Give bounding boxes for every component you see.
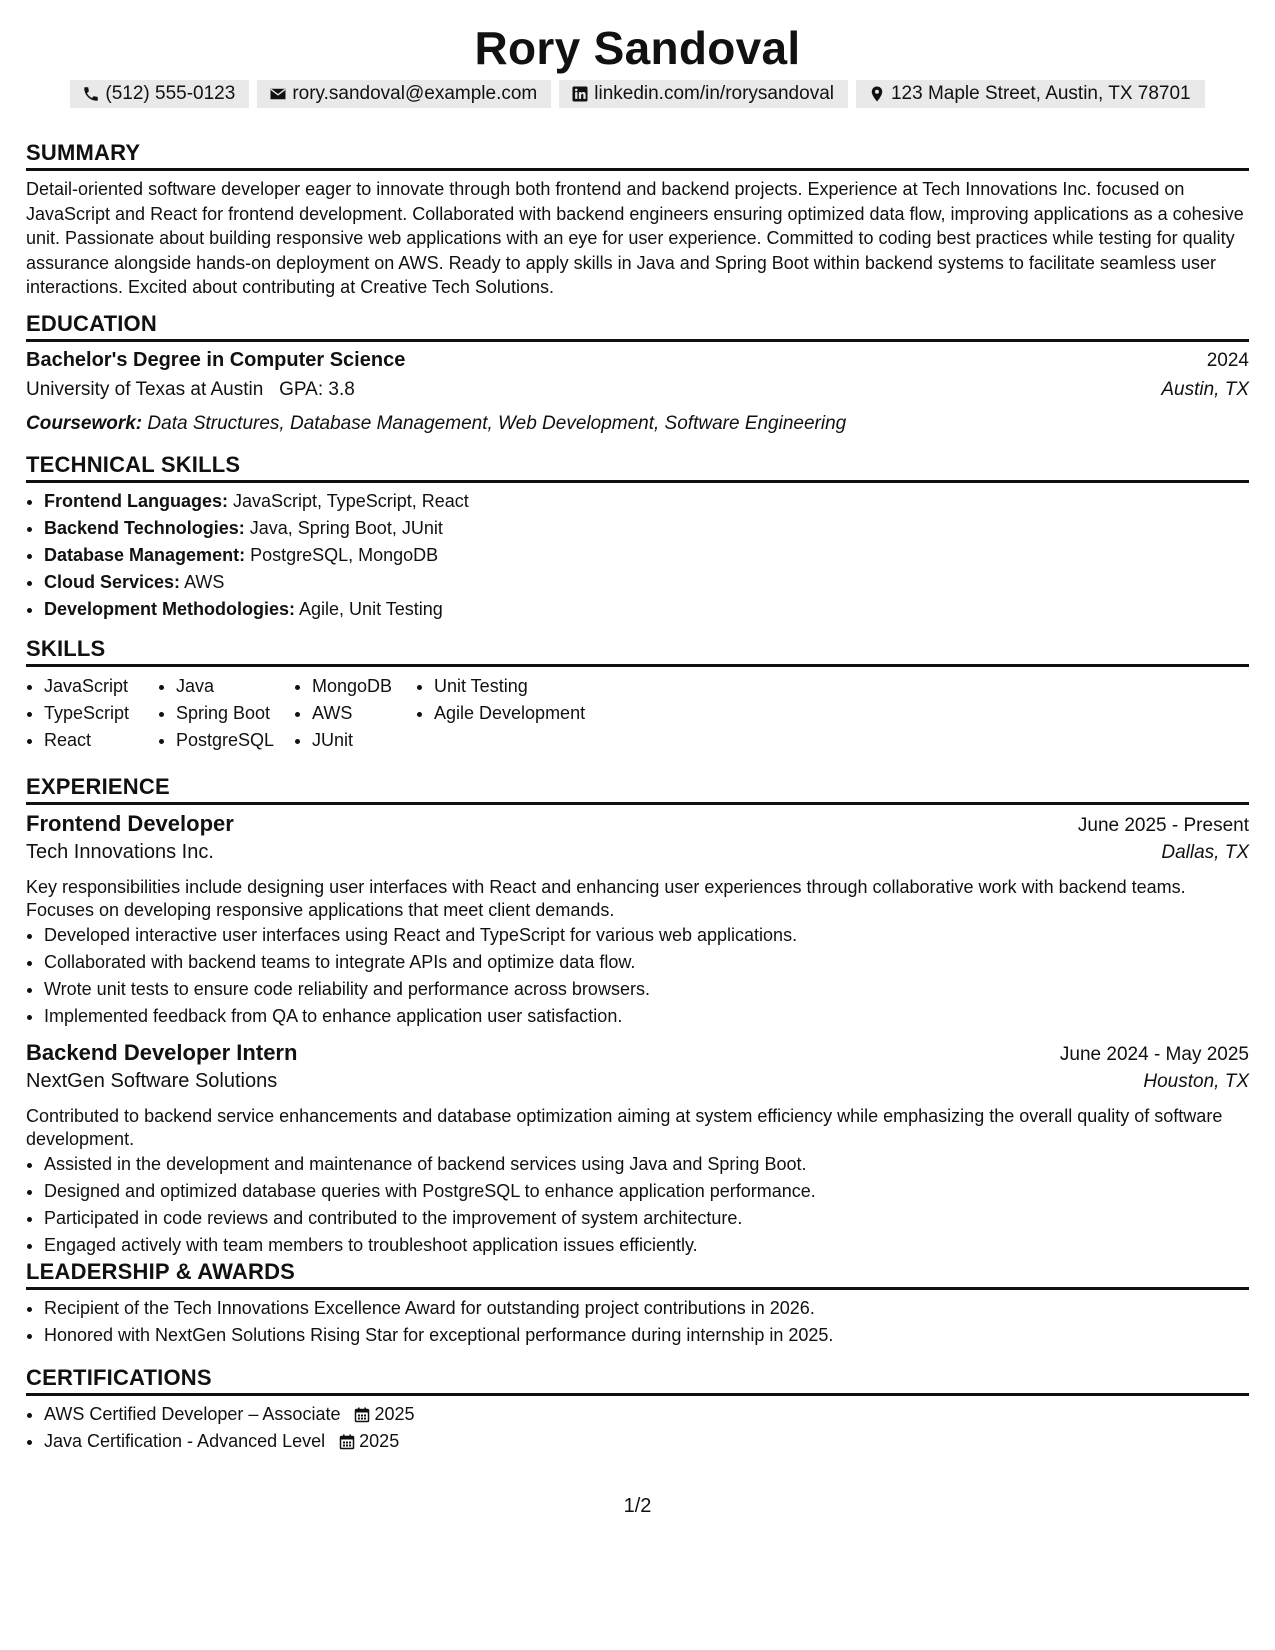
section-title: LEADERSHIP & AWARDS bbox=[26, 1257, 1249, 1290]
contact-bar bbox=[26, 80, 1249, 108]
job-location: Houston, TX bbox=[1143, 1071, 1249, 1092]
school-info bbox=[26, 379, 355, 401]
certification bbox=[44, 1401, 415, 1428]
list-item: • PostgreSQL bbox=[176, 727, 294, 754]
certification-name: • Java Certification - Advanced Level bbox=[44, 1431, 326, 1451]
list-item: • Participated in code reviews and contributed to the improvement of system architecture. bbox=[44, 1205, 1249, 1232]
envelope-icon bbox=[269, 85, 287, 103]
list-item bbox=[44, 596, 1249, 623]
section-title: TECHNICAL SKILLS bbox=[26, 450, 1249, 483]
skills-section bbox=[26, 634, 1249, 754]
job-description: Contributed to backend service enhancements and database optimization aiming at system efficiency while emphasizing the overall quality of software development. bbox=[26, 1106, 1223, 1149]
awards-list bbox=[26, 1295, 1249, 1349]
summary-text: Detail-oriented software developer eager to innovate through both frontend and backend projects. Experience at Tech Innovations Inc. focused on JavaScript and React for frontend development. Collaborated with backend engineers ensuring optimized data flow, improving applications as a cohesive unit. Passionate about building responsive web applications with an eye for user experience. Committed to coding best practices while testing for quality assurance alongside hands-on deployment on AWS. Ready to apply skills in Java and Spring Boot within backend systems to facilitate seamless user interactions. Excited about contributing at Creative Tech Solutions. bbox=[26, 179, 1244, 297]
contact-linkedin[interactable] bbox=[559, 80, 848, 108]
list-item: • JUnit bbox=[312, 727, 416, 754]
list-item bbox=[44, 515, 1249, 542]
skills-column bbox=[26, 673, 158, 754]
list-item: • Engaged actively with team members to troubleshoot application issues efficiently. bbox=[44, 1232, 1249, 1259]
education-section bbox=[26, 309, 1249, 439]
section-title: CERTIFICATIONS bbox=[26, 1363, 1249, 1396]
job-entry bbox=[26, 811, 1249, 1030]
list-item: • Wrote unit tests to ensure code reliability and performance across browsers. bbox=[44, 976, 1249, 1003]
skill-category: Development Methodologies: bbox=[44, 599, 296, 619]
list-item: • JavaScript bbox=[44, 673, 158, 700]
certification-year: 2025 bbox=[359, 1431, 400, 1451]
job-header bbox=[26, 811, 1249, 841]
certification bbox=[44, 1428, 399, 1455]
coursework-list: Data Structures, Database Management, Web Development, Software Engineering bbox=[147, 413, 847, 434]
skill-category: Backend Technologies: bbox=[44, 518, 245, 538]
coursework-label: Coursework: bbox=[26, 413, 143, 434]
skills-column bbox=[158, 673, 294, 754]
job-description: Key responsibilities include designing user interfaces with React and enhancing user experiences through collaborative work with backend teams. Focuses on developing responsive applications that meet client demands. bbox=[26, 877, 1186, 920]
list-item: • Developed interactive user interfaces using React and TypeScript for various web applications. bbox=[44, 922, 1249, 949]
job-dates: June 2024 - May 2025 bbox=[1059, 1044, 1249, 1065]
list-item: • Agile Development bbox=[434, 700, 634, 727]
certifications-section bbox=[26, 1363, 1249, 1455]
list-item: • TypeScript bbox=[44, 700, 158, 727]
contact-phone[interactable] bbox=[70, 80, 249, 108]
experience-section bbox=[26, 772, 1249, 1259]
list-item: • Honored with NextGen Solutions Rising Star for exceptional performance during internship in 2025. bbox=[44, 1322, 1249, 1349]
list-item: • Implemented feedback from QA to enhance application user satisfaction. bbox=[44, 1003, 1249, 1030]
job-company-row bbox=[26, 1070, 1249, 1102]
coursework-row bbox=[26, 409, 1249, 439]
school-name: University of Texas at Austin bbox=[26, 379, 264, 400]
contact-address bbox=[856, 80, 1205, 108]
skill-category: Database Management: bbox=[44, 545, 246, 565]
list-item bbox=[44, 488, 1249, 515]
skill-values: PostgreSQL, MongoDB bbox=[250, 545, 439, 565]
job-bullets bbox=[26, 922, 1249, 1030]
list-item: • MongoDB bbox=[312, 673, 416, 700]
map-pin-icon bbox=[868, 85, 886, 103]
degree-name: Bachelor's Degree in Computer Science bbox=[26, 349, 406, 371]
skills-column bbox=[416, 673, 634, 754]
company-name: Tech Innovations Inc. bbox=[26, 841, 214, 863]
address-text: 123 Maple Street, Austin, TX 78701 bbox=[890, 83, 1191, 104]
calendar-icon bbox=[354, 1407, 370, 1423]
job-company-row bbox=[26, 841, 1249, 873]
job-title: Backend Developer Intern bbox=[26, 1040, 298, 1065]
school-row bbox=[26, 379, 1249, 409]
linkedin-text: linkedin.com/in/rorysandoval bbox=[594, 83, 834, 104]
company-name: NextGen Software Solutions bbox=[26, 1070, 278, 1092]
skill-values: Java, Spring Boot, JUnit bbox=[249, 518, 443, 538]
awards-section bbox=[26, 1257, 1249, 1349]
list-item: • Recipient of the Tech Innovations Excellence Award for outstanding project contributions in 2026. bbox=[44, 1295, 1249, 1322]
degree-row bbox=[26, 349, 1249, 379]
job-entry bbox=[26, 1040, 1249, 1259]
technical-skills-list bbox=[26, 488, 1249, 623]
section-title: SKILLS bbox=[26, 634, 1249, 667]
list-item: • Assisted in the development and maintenance of backend services using Java and Spring Boot. bbox=[44, 1151, 1249, 1178]
list-item: • Designed and optimized database queries with PostgreSQL to enhance application performance. bbox=[44, 1178, 1249, 1205]
candidate-name: Rory Sandoval bbox=[474, 22, 801, 74]
skills-column bbox=[294, 673, 416, 754]
summary-section bbox=[26, 138, 1249, 300]
school-location: Austin, TX bbox=[1161, 379, 1249, 400]
section-title: EXPERIENCE bbox=[26, 772, 1249, 805]
page-number: 1/2 bbox=[623, 1495, 652, 1517]
list-item: • Java bbox=[176, 673, 294, 700]
list-item bbox=[44, 569, 1249, 596]
list-item: • Collaborated with backend teams to integrate APIs and optimize data flow. bbox=[44, 949, 1249, 976]
skill-category: Frontend Languages: bbox=[44, 491, 228, 511]
list-item: • React bbox=[44, 727, 158, 754]
email-text: rory.sandoval@example.com bbox=[292, 83, 538, 104]
section-title: SUMMARY bbox=[26, 138, 1249, 171]
job-title: Frontend Developer bbox=[26, 811, 234, 836]
skill-values: Agile, Unit Testing bbox=[299, 599, 443, 619]
gpa: GPA: 3.8 bbox=[279, 379, 355, 400]
section-title: EDUCATION bbox=[26, 309, 1249, 342]
list-item: • AWS bbox=[312, 700, 416, 727]
certifications-list bbox=[26, 1401, 1249, 1455]
list-item bbox=[44, 542, 1249, 569]
skill-values: JavaScript, TypeScript, React bbox=[233, 491, 469, 511]
skills-grid bbox=[26, 673, 1249, 754]
contact-email[interactable] bbox=[257, 80, 551, 108]
technical-skills-section bbox=[26, 450, 1249, 623]
list-item: • Spring Boot bbox=[176, 700, 294, 727]
graduation-year: 2024 bbox=[1206, 350, 1249, 371]
job-header bbox=[26, 1040, 1249, 1070]
linkedin-icon bbox=[571, 85, 589, 103]
phone-text: (512) 555-0123 bbox=[105, 83, 236, 104]
certification-name: • AWS Certified Developer – Associate bbox=[44, 1404, 341, 1424]
list-item: • Unit Testing bbox=[434, 673, 634, 700]
skill-category: Cloud Services: bbox=[44, 572, 181, 592]
job-location: Dallas, TX bbox=[1161, 842, 1249, 863]
skill-values: AWS bbox=[184, 572, 225, 592]
resume-page bbox=[26, 0, 1249, 1451]
list-item bbox=[44, 1401, 1249, 1428]
certification-year: 2025 bbox=[374, 1404, 415, 1424]
list-item bbox=[44, 1428, 1249, 1455]
phone-icon bbox=[82, 85, 100, 103]
job-dates: June 2025 - Present bbox=[1077, 815, 1249, 836]
job-bullets bbox=[26, 1151, 1249, 1259]
calendar-icon bbox=[339, 1434, 355, 1450]
